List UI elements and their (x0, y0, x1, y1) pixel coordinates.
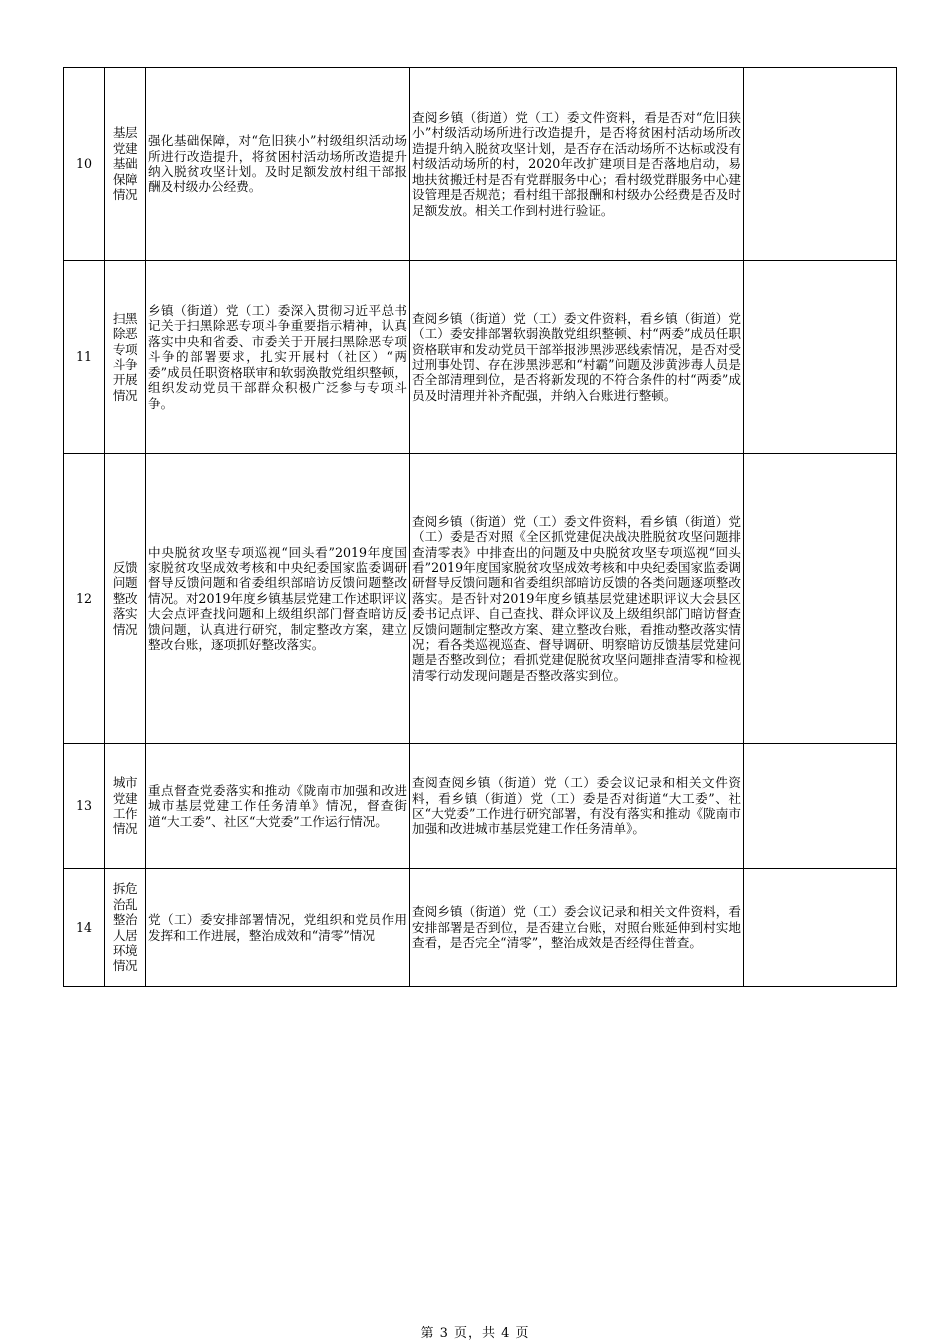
inspection-table (63, 67, 897, 987)
row-category: 城市党建工作情况 (105, 744, 146, 869)
table-row (64, 744, 897, 869)
row-number: 11 (64, 261, 105, 454)
row-number: 13 (64, 744, 105, 869)
row-method: 查阅乡镇（街道）党（工）委会议记录和相关文件资料，看安排部署是否到位，是否建立台账，对照台账延伸到村实地查看，是否完全“清零”，整治成效是否经得住普查。 (410, 869, 744, 987)
row-note (744, 261, 897, 454)
row-category: 基层党建基础保障情况 (105, 68, 146, 261)
row-category: 反馈问题整改落实情况 (105, 454, 146, 744)
row-number: 14 (64, 869, 105, 987)
page-footer: 第 3 页，共 4 页 (420, 1326, 530, 1341)
row-note (744, 68, 897, 261)
row-content: 乡镇（街道）党（工）委深入贯彻习近平总书记关于扫黑除恶专项斗争重要指示精神，认真落实中央和省委、市委关于开展扫黑除恶专项斗争的部署要求，扎实开展村（社区）“两委”成员任职资格联审和软弱涣散党组织整顿，组织发动党员干部群众积极广泛参与专项斗争。 (146, 261, 410, 454)
row-method: 查阅查阅乡镇（街道）党（工）委会议记录和相关文件资料，看乡镇（街道）党（工）委是否对街道“大工委”、社区“大党委”工作进行研究部署，有没有落实和推动《陇南市加强和改进城市基层党建工作任务清单》。 (410, 744, 744, 869)
row-method: 查阅乡镇（街道）党（工）委文件资料，看乡镇（街道）党（工）委安排部署软弱涣散党组织整顿、村“两委”成员任职资格联审和发动党员干部举报涉黑涉恶线索情况，是否对受过刑事处罚、存在涉黑涉恶和“村霸”问题及涉黄涉毒人员是否全部清理到位，是否将新发现的不符合条件的村“两委”成员及时清理并补齐配强，并纳入台账进行整顿。 (410, 261, 744, 454)
row-note (744, 454, 897, 744)
table-row (64, 68, 897, 261)
row-method: 查阅乡镇（街道）党（工）委文件资料，看乡镇（街道）党（工）委是否对照《全区抓党建促决战决胜脱贫攻坚问题排查清零表》中排查出的问题及中央脱贫攻坚专项巡视“回头看”2019年度国家脱贫攻坚成效考核和中央纪委国家监委调研督导反馈问题和省委组织部暗访反馈的各类问题逐项整改落实。是否针对2019年度乡镇基层党建述职评议大会县区委书记点评、自己查找、群众评议及上级组织部门暗访督查反馈问题制定整改方案、建立整改台账，看推动整改落实情况；看各类巡视巡查、督导调研、明察暗访反馈基层党建问题是否整改到位；看抓党建促脱贫攻坚问题排查清零和检视清零行动发现问题是否整改落实到位。 (410, 454, 744, 744)
table-row (64, 869, 897, 987)
row-content: 中央脱贫攻坚专项巡视“回头看”2019年度国家脱贫攻坚成效考核和中央纪委国家监委调研督导反馈问题和省委组织部暗访反馈问题整改情况。对2019年度乡镇基层党建工作述职评议大会点评查找问题和上级组织部门督查暗访反馈问题，认真进行研究，制定整改方案，建立整改台账，逐项抓好整改落实。 (146, 454, 410, 744)
table-row (64, 261, 897, 454)
row-category: 扫黑除恶专项斗争开展情况 (105, 261, 146, 454)
row-number: 10 (64, 68, 105, 261)
row-number: 12 (64, 454, 105, 744)
table-row (64, 454, 897, 744)
row-note (744, 869, 897, 987)
row-content: 党（工）委安排部署情况，党组织和党员作用发挥和工作进展，整治成效和“清零”情况 (146, 869, 410, 987)
row-category: 拆危治乱整治人居环境情况 (105, 869, 146, 987)
row-content: 强化基础保障，对“危旧狭小”村级组织活动场所进行改造提升，将贫困村活动场所改造提升纳入脱贫攻坚计划。及时足额发放村组干部报酬及村级办公经费。 (146, 68, 410, 261)
row-content: 重点督查党委落实和推动《陇南市加强和改进城市基层党建工作任务清单》情况，督查街道“大工委”、社区“大党委”工作运行情况。 (146, 744, 410, 869)
row-note (744, 744, 897, 869)
row-method: 查阅乡镇（街道）党（工）委文件资料，看是否对“危旧狭小”村级活动场所进行改造提升，是否将贫困村活动场所改造提升纳入脱贫攻坚计划，是否存在活动场所不达标或没有村级活动场所的村，2020年改扩建项目是否落地启动，易地扶贫搬迁村是否有党群服务中心；看村级党群服务中心建设管理是否规范；看村组干部报酬和村级办公经费是否及时足额发放。相关工作到村进行验证。 (410, 68, 744, 261)
